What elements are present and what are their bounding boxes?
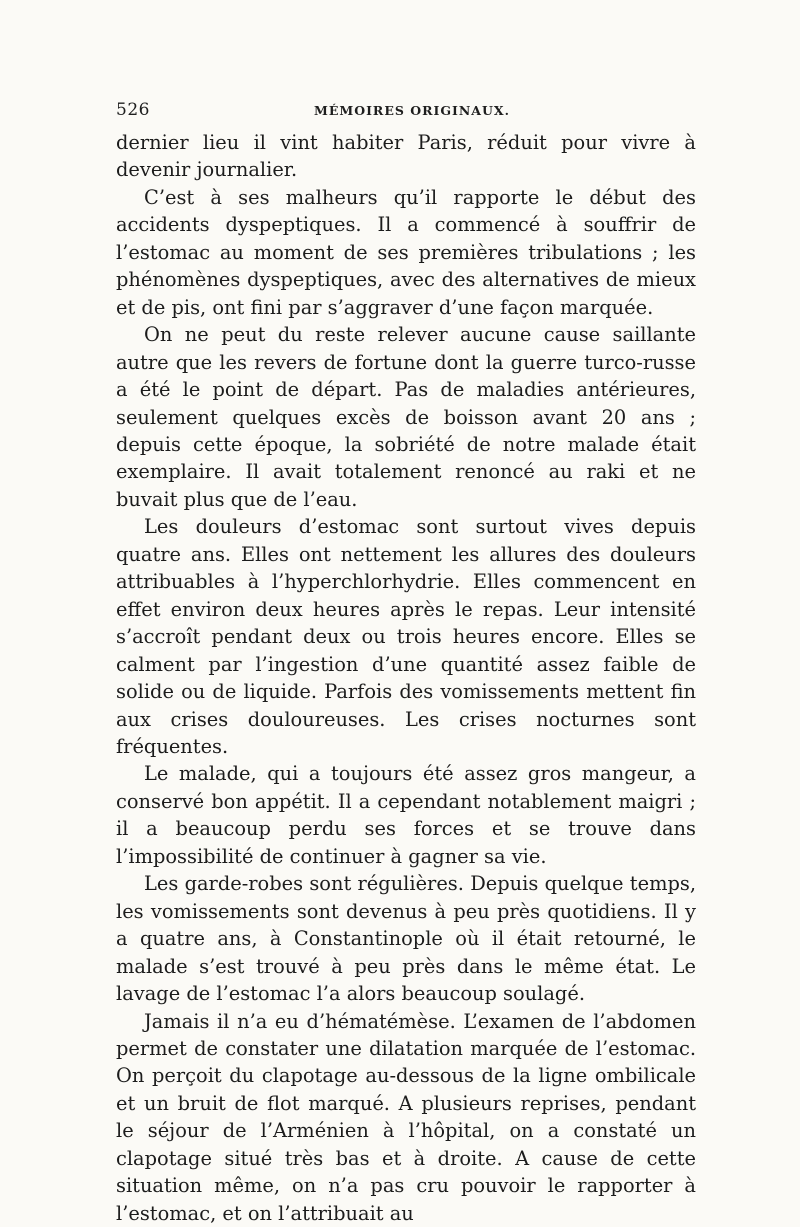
paragraph-stomach-pains: Les douleurs d’estomac sont surtout vives depuis quatre ans. Elles ont nettement les allures des douleurs attribuables à l’hyperchlorhydrie. Elles commencent en effet environ deux heures après le repas. Leur intensité s’accroît pendant deux ou trois heures encore. Elles se calment par l’ingestion d’une quantité assez faible de solide ou de liquide. Parfois des vomissements mettent fin aux crises douloureuses. Les crises nocturnes sont fréquentes. xyxy=(116,513,696,760)
running-title: MÉMOIRES ORIGINAUX. xyxy=(314,103,510,118)
paragraph-continuation: dernier lieu il vint habiter Paris, réduit pour vivre à devenir journalier. xyxy=(116,129,696,184)
page-number: 526 xyxy=(116,100,150,120)
paragraph-vomiting: Les garde-robes sont régulières. Depuis quelque temps, les vomissements sont devenus à peu près quotidiens. Il y a quatre ans, à Constantinople où il était retourné, le malade s’est trouvé à peu près dans le même état. Le lavage de l’estomac l’a alors beaucoup soulagé. xyxy=(116,870,696,1007)
paragraph-causes: On ne peut du reste relever aucune cause saillante autre que les revers de fortune dont la guerre turco-russe a été le point de départ. Pas de maladies antérieures, seulement quelques excès de boisson avant 20 ans ; depuis cette époque, la sobriété de notre malade était exemplaire. Il avait totalement renoncé au raki et ne buvait plus que de l’eau. xyxy=(116,321,696,513)
page-header xyxy=(116,100,696,124)
paragraph-origin-of-symptoms: C’est à ses malheurs qu’il rapporte le début des accidents dyspeptiques. Il a commencé à souffrir de l’estomac au moment de ses premières tribulations ; les phénomènes dyspeptiques, avec des alternatives de mieux et de pis, ont fini par s’aggraver d’une façon marquée. xyxy=(116,184,696,321)
paragraph-appetite: Le malade, qui a toujours été assez gros mangeur, a conservé bon appétit. Il a cependant notablement maigri ; il a beaucoup perdu ses forces et se trouve dans l’impossibilité de continuer à gagner sa vie. xyxy=(116,760,696,870)
paragraph-examination: Jamais il n’a eu d’hématémèse. L’examen de l’abdomen permet de constater une dilatation marquée de l’estomac. On perçoit du clapotage au-dessous de la ligne ombilicale et un bruit de flot marqué. A plusieurs reprises, pendant le séjour de l’Arménien à l’hôpital, on a constaté un clapotage situé très bas et à droite. A cause de cette situation même, on n’a pas cru pouvoir le rapporter à l’estomac, et on l’attribuait au xyxy=(116,1008,696,1227)
body-text xyxy=(116,129,696,1227)
